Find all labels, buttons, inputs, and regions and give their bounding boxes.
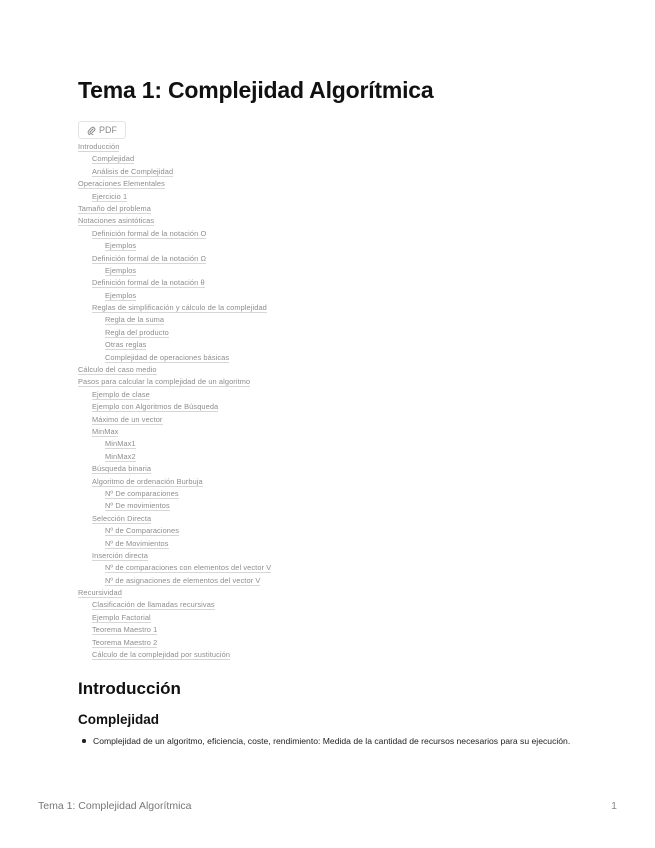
toc-link[interactable]: Ejemplos	[105, 265, 137, 275]
toc-link[interactable]: Ejemplo con Algoritmos de Búsqueda	[92, 402, 219, 412]
toc-item	[78, 277, 271, 289]
toc-item	[78, 203, 271, 215]
toc-item	[78, 451, 271, 463]
toc-item	[78, 240, 271, 252]
toc-item	[78, 302, 271, 314]
toc-item	[78, 364, 271, 376]
toc-item	[78, 624, 271, 636]
bullet-list	[78, 734, 588, 748]
toc-link[interactable]: Cálculo del caso medio	[78, 365, 157, 375]
toc-item	[78, 599, 271, 611]
bullet-dot-icon	[82, 739, 86, 743]
toc-item	[78, 327, 271, 339]
toc-item	[78, 253, 271, 265]
toc-item	[78, 637, 271, 649]
toc-link[interactable]: Notaciones asintóticas	[78, 216, 155, 226]
toc-item	[78, 525, 271, 537]
toc-item	[78, 141, 271, 153]
toc-link[interactable]: Búsqueda binaria	[92, 464, 152, 474]
toc-link[interactable]: Nº de Comparaciones	[105, 526, 180, 536]
toc-link[interactable]: Nº de Movimientos	[105, 538, 169, 548]
toc-link[interactable]: MinMax2	[105, 451, 136, 461]
toc-item	[78, 414, 271, 426]
page-title: Tema 1: Complejidad Algorítmica	[78, 77, 434, 103]
toc-item	[78, 290, 271, 302]
toc-link[interactable]: Nº de asignaciones de elementos del vector V	[105, 575, 261, 585]
toc-link[interactable]: Pasos para calcular la complejidad de un algoritmo	[78, 377, 251, 387]
toc-item	[78, 352, 271, 364]
toc-item	[78, 612, 271, 624]
toc-link[interactable]: Algoritmo de ordenación Burbuja	[92, 476, 203, 486]
toc-link[interactable]: Otras reglas	[105, 340, 147, 350]
toc-link[interactable]: Nº De movimientos	[105, 501, 170, 511]
list-item	[78, 734, 588, 748]
toc-item	[78, 215, 271, 227]
toc-item	[78, 178, 271, 190]
toc-link[interactable]: Complejidad de operaciones básicas	[105, 352, 230, 362]
toc-item	[78, 153, 271, 165]
toc-item	[78, 513, 271, 525]
toc-item	[78, 228, 271, 240]
toc-item	[78, 550, 271, 562]
toc-link[interactable]: Teorema Maestro 2	[92, 637, 158, 647]
toc-item	[78, 389, 271, 401]
toc-item	[78, 191, 271, 203]
toc-link[interactable]: Ejemplos	[105, 241, 137, 251]
toc-link[interactable]: Clasificación de llamadas recursivas	[92, 600, 215, 610]
toc-link[interactable]: MinMax	[92, 426, 119, 436]
page-number: 1	[611, 800, 617, 812]
toc-link[interactable]: Recursividad	[78, 588, 122, 598]
section-heading: Introducción	[78, 679, 181, 698]
toc-link[interactable]: Ejemplo de clase	[92, 389, 150, 399]
toc-link[interactable]: Definición formal de la notación O	[92, 228, 207, 238]
toc-link[interactable]: Complejidad	[92, 154, 135, 164]
toc-link[interactable]: Ejercicio 1	[92, 191, 128, 201]
list-item-text: Complejidad de un algoritmo, eficiencia, coste, rendimiento: Medida de la cantidad de recursos necesarios para su ejecución.	[93, 736, 571, 746]
toc-item	[78, 401, 271, 413]
pdf-button[interactable]	[78, 121, 126, 139]
toc-item	[78, 562, 271, 574]
pdf-button-label: PDF	[99, 125, 117, 135]
toc-link[interactable]: Cálculo de la complejidad por sustitución	[92, 650, 231, 660]
toc-link[interactable]: Regla de la suma	[105, 315, 165, 325]
toc-link[interactable]: Ejemplos	[105, 290, 137, 300]
toc-link[interactable]: Ejemplo Factorial	[92, 612, 151, 622]
toc-item	[78, 488, 271, 500]
toc-item	[78, 500, 271, 512]
toc-item	[78, 339, 271, 351]
subsection-heading: Complejidad	[78, 712, 160, 727]
toc-item	[78, 476, 271, 488]
toc-item	[78, 314, 271, 326]
toc-link[interactable]: Selección Directa	[92, 513, 152, 523]
toc-link[interactable]: Definición formal de la notación Ω	[92, 253, 207, 263]
toc-link[interactable]: Operaciones Elementales	[78, 179, 165, 189]
toc-item	[78, 166, 271, 178]
footer-title: Tema 1: Complejidad Algorítmica	[38, 800, 192, 812]
toc-item	[78, 376, 271, 388]
toc-link[interactable]: Definición formal de la notación θ	[92, 278, 205, 288]
toc-item	[78, 463, 271, 475]
toc-link[interactable]: MinMax1	[105, 439, 136, 449]
toc-item	[78, 587, 271, 599]
toc-link[interactable]: Reglas de simplificación y cálculo de la complejidad	[92, 303, 267, 313]
toc-link[interactable]: Nº de comparaciones con elementos del vector V	[105, 563, 272, 573]
paperclip-icon	[87, 126, 96, 135]
toc-link[interactable]: Regla del producto	[105, 327, 169, 337]
toc-item	[78, 426, 271, 438]
toc-link[interactable]: Tamaño del problema	[78, 203, 151, 213]
toc-item	[78, 265, 271, 277]
toc-link[interactable]: Análisis de Complejidad	[92, 166, 174, 176]
toc-link[interactable]: Inserción directa	[92, 550, 148, 560]
toc-item	[78, 649, 271, 661]
toc-item	[78, 575, 271, 587]
toc-item	[78, 438, 271, 450]
table-of-contents	[78, 141, 271, 661]
toc-link[interactable]: Teorema Maestro 1	[92, 625, 158, 635]
toc-item	[78, 538, 271, 550]
toc-link[interactable]: Introducción	[78, 142, 120, 151]
toc-link[interactable]: Máximo de un vector	[92, 414, 163, 424]
toc-link[interactable]: Nº De comparaciones	[105, 488, 179, 498]
